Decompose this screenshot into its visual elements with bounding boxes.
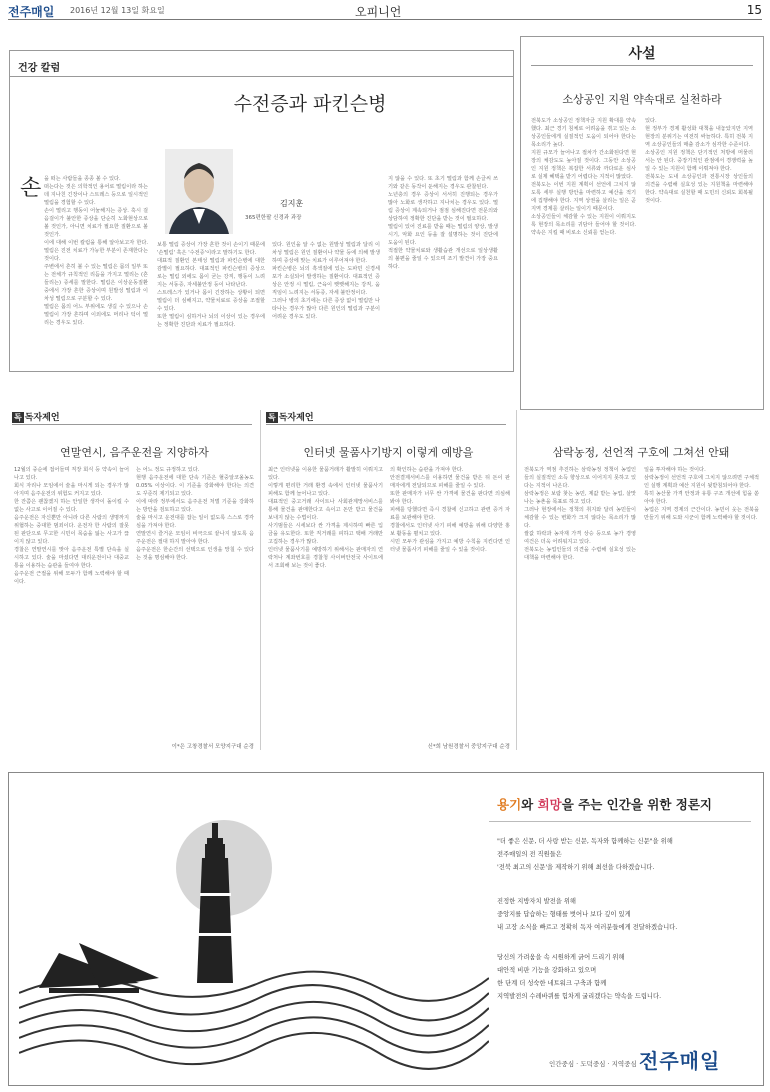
reader-label-text: 독자제언 bbox=[278, 413, 314, 423]
column-divider-1 bbox=[260, 410, 261, 750]
reader-left-col-2: 는 어느 정도 규정하고 있다. 현행 음주운전에 대한 단속 기준은 혈중알코올농도 0.05% 이상이다. 이 기준을 강화해야 한다는 의견도 꾸준히 제기되고 있다. 이에 따라 정부에서도 음주운전 처벌 기준을 강화하는 방안을 검토하고 있다. 술을 마시고 운전대를 잡는 일이 없도록 스스로 경각심을 가져야 한다. 연말연시 즐거운 모임이 비극으로 끝나지 않도록 음주운전은 절대 하지 말아야 한다. 음주운전은 한순간의 선택으로 인생을 망칠 수 있다는 것을 명심해야 한다. bbox=[136, 467, 254, 561]
ad-headline-joiner: 와 bbox=[521, 797, 538, 812]
reader-title-mid: 인터넷 물품사기방지 이렇게 예방을 bbox=[303, 446, 474, 459]
health-col-3: 있다. 원인을 알 수 없는 원발성 떨림과 달리 이차성 떨림은 원인 질환이나 약물 등에 의해 발생하며 증상에 맞는 치료가 이루어져야 한다. 파킨슨병은 뇌의 흑색질에 있는 도파민 신경세포가 소실되어 발생하는 질환이다. 대표적인 증상은 안정 시 떨림, 근육이 뻣뻣해지는 강직, 움직임이 느려지는 서동증, 자세 불안정이다. 그러나 병의 초기에는 다른 증상 없이 떨림만 나타나는 경우가 많아 다른 원인의 떨림과 구분이 어려운 경우도 있다. bbox=[272, 242, 380, 320]
reader-rule-mid bbox=[266, 424, 506, 425]
editorial2-col-2: 일을 투자해야 하는 것이다. 삼락농정이 선언적 구호에 그치지 않으려면 구체적인 실행 계획과 예산 지원이 뒷받침되어야 한다. 특히 농산물 가격 안정과 유통 구조 개선에 힘을 쏟아야 한다. 농업은 지역 경제의 근간이다. 농민이 웃는 전북을 만들기 위해 도와 시군이 함께 노력해야 할 것이다. bbox=[644, 467, 759, 521]
ad-slogan: 인간중심 · 도덕중심 · 지역중심 bbox=[549, 1060, 637, 1068]
health-column-label: 건강 칼럼 bbox=[18, 63, 61, 74]
editorial-label: 사설 bbox=[628, 46, 656, 62]
health-col-1: 을 떠는 사람들을 종종 볼 수 있다. 떠는다는 것은 의학적인 용어로 떨림이라 하는데 지나친 긴장이나 스트레스 등으로 일시적인 떨림을 경험할 수 있다. 손이 떨리고 행동이 어눌해지는 증상. 혹시 걸음걸이가 불안한 증상을 단순히 노화현상으로 볼 것인가, 아니면 치료가 필요한 질환으로 볼 것인가. 이에 대해 이번 칼럼을 통해 알아보고자 한다. 떨림은 진전 치료가 가능한 부분이 존재한다는 것이다. 주변에서 흔히 볼 수 있는 떨림은 몸의 일부 또는 전체가 규칙적인 리듬을 가지고 떨리는 (흔들리는) 증세를 말한다. 떨림은 이상운동질환 중에서 가장 흔한 증상이며 원발성 떨림과 이차성 떨림으로 구분할 수 있다. 떨림은 몸의 어느 부위에도 생길 수 있으나 손떨림이 가장 흔하며 이외에도 머리나 턱이 떨리는 경우도 있다. bbox=[44, 176, 148, 326]
author-photo bbox=[165, 149, 233, 234]
reader-title-left: 연말연시, 음주운전을 지양하자 bbox=[60, 446, 209, 459]
ad-headline-word-courage: 용기 bbox=[497, 797, 522, 812]
health-col-4: 지 않을 수 있다. 또 초기 떨림과 함께 손글씨 쓰기와 같은 동작이 둔해지는 경우도 관찰된다. 노년층의 경우 증상이 서서히 진행되는 경우가 많아 노화로 생각하고 지나치는 경우도 있다. 떨림 증상이 계속되거나 점점 심해진다면 전문의와 상담하여 정확한 진단을 받는 것이 필요하다. 떨림이 있어 진료를 받을 때는 떨림의 양상, 발생 시기, 악화 요인 등을 잘 설명하는 것이 진단에 도움이 된다. 적절한 약물치료와 생활습관 개선으로 일상생활의 불편을 줄일 수 있으며 조기 발견이 가장 중요하다. bbox=[388, 176, 498, 270]
reader-label-text: 독자제언 bbox=[24, 413, 60, 423]
editorial-col-1: 전북도가 소상공인 정책자금 지원 확대를 약속했다. 최근 경기 침체로 어려움을 겪고 있는 소상공인들에게 실질적인 도움이 되어야 한다는 목소리가 높다. 지원 규모가 늘어나고 절차가 간소화된다면 현장의 체감도도 높아질 것이다. 그동안 소상공인 지원 정책은 복잡한 서류와 까다로운 심사로 실제 혜택을 받기 어렵다는 지적이 많았다. 전북도는 이번 지원 계획이 선언에 그치지 않도록 세부 실행 방안을 마련하고 예산을 적기에 집행해야 한다. 지역 상권을 살리는 일은 곧 지역 경제를 살리는 일이기 때문이다. 소상공인들이 체감할 수 있는 지원이 이뤄지도록 현장의 목소리를 귀담아 들어야 할 것이다. 약속은 지킬 때 비로소 신뢰를 얻는다. bbox=[531, 118, 636, 236]
ad-headline-rule bbox=[489, 821, 751, 822]
issue-date: 2016년 12월 13일 화요일 bbox=[70, 6, 165, 15]
wave-lines bbox=[19, 972, 489, 1069]
reader-label-mark: 독 bbox=[268, 413, 276, 422]
health-column-title: 수전증과 파킨슨병 bbox=[233, 93, 387, 115]
health-column-box bbox=[9, 50, 514, 372]
lighthouse-illustration bbox=[19, 783, 489, 1073]
label-rule bbox=[10, 76, 513, 77]
author-name: 김지훈 bbox=[280, 199, 304, 208]
reader-mid-col-2: 의 확인하는 습관을 가져야 한다. 안전결제서비스를 이용하면 물건을 받은 뒤 돈이 판매자에게 전달되므로 피해를 줄일 수 있다. 또한 판매자가 너무 싼 가격에 물건을 판다면 의심해 봐야 한다. 피해를 당했다면 즉시 경찰에 신고하고 관련 증거 자료를 보관해야 한다. 경찰에서도 인터넷 사기 피해 예방을 위해 다양한 홍보 활동을 펼치고 있다. 시민 모두가 관심을 가지고 예방 수칙을 지킨다면 인터넷 물품사기 피해를 줄일 수 있을 것이다. bbox=[390, 467, 510, 553]
reader-left-author: 이*은 고창경찰서 모양지구대 순경 bbox=[171, 744, 254, 750]
promo-ad-box bbox=[8, 772, 764, 1086]
portrait-image bbox=[165, 149, 233, 234]
health-col-2: 보통 떨림 증상이 가장 흔한 것이 손이기 때문에 '손떨림' 혹은 '수전증'이라고 말하기도 한다. 대표적 질환인 본태성 떨림과 파킨슨병에 대한 감별이 필요하다. 대표적인 파킨슨병의 증상으로는 떨림 외에도 몸이 굳는 강직, 행동이 느려지는 서동증, 자세불안정 등이 나타난다. 스트레스가 있거나 몸이 긴장하는 상황이 되면 떨림이 더 심해지고, 약물치료로 증상을 조절할 수 있다. 또한 떨림이 심하거나 뇌의 이상이 있는 경우에는 정확한 진단과 치료가 필요하다. bbox=[157, 242, 265, 328]
reader-mid-col-1: 최근 인터넷을 이용한 물품거래가 활발히 이뤄지고 있다. 이렇게 편리한 거래 환경 속에서 인터넷 물품사기 피해도 함께 늘어나고 있다. 대표적인 중고거래 사이트나 사회관계망서비스를 통해 물건을 판매한다고 속이고 돈만 받고 물건을 보내지 않는 수법이다. 사기범들은 시세보다 싼 가격을 제시하며 빠른 입금을 유도한다. 또한 직거래를 피하고 택배 거래만 고집하는 경우가 많다. 인터넷 물품사기를 예방하기 위해서는 판매자의 연락처나 계좌번호를 경찰청 사이버안전국 사이트에서 조회해 보는 것이 좋다. bbox=[268, 467, 383, 569]
editorial2-title: 삼락농정, 선언적 구호에 그쳐선 안돼 bbox=[552, 446, 730, 459]
editorial-col-2: 있다. 현 정부가 경제 활성화 대책을 내놓았지만 지역 현장의 분위기는 여전히 싸늘하다. 특히 전북 지역 소상공인들의 매출 감소가 심각한 수준이다. 소상공인 지원 정책은 단기적인 처방에 머물러서는 안 된다. 중장기적인 관점에서 경쟁력을 높일 수 있는 지원이 함께 이뤄져야 한다. 전북도는 도내 소상공인과 전통시장 상인들의 의견을 수렴해 실효성 있는 지원책을 마련해야 한다. 약속대로 실천할 때 도민의 신뢰도 회복될 것이다. bbox=[645, 118, 753, 204]
editorial-title: 소상공인 지원 약속대로 실천하라 bbox=[562, 93, 722, 106]
column-divider-2 bbox=[516, 410, 517, 750]
editorial-box bbox=[520, 36, 764, 410]
ad-logo: 전주매일 bbox=[639, 1049, 721, 1073]
author-title: 365편한팔 신경과 과장 bbox=[245, 215, 302, 221]
section-title: 오피니언 bbox=[355, 5, 402, 19]
editorial2-col-1: 전북도가 역점 추진하는 삼락농정 정책이 농업인들의 실질적인 소득 향상으로 이어지지 못하고 있다는 지적이 나온다. 삼락농정은 보람 찾는 농민, 제값 받는 농업, 살맛 나는 농촌을 목표로 하고 있다. 그러나 현장에서는 정책의 취지와 달리 농민들이 체감할 수 있는 변화가 크지 않다는 목소리가 많다. 쌀값 하락과 농자재 가격 상승 등으로 농가 경영 여건은 더욱 어려워지고 있다. 전북도는 농업인들의 의견을 수렴해 실효성 있는 대책을 마련해야 한다. bbox=[524, 467, 636, 561]
dropcap: 손 bbox=[20, 176, 42, 201]
reader-label-mark: 독 bbox=[14, 413, 22, 422]
page-number: 15 bbox=[746, 3, 762, 17]
ad-paragraph-1: "더 좋은 신문, 더 사랑 받는 신문, 독자와 함께하는 신문"을 위해 전주매일의 전 직원들은 '전북 최고의 신문'을 제작하기 위해 최선을 다하겠습니다. bbox=[497, 838, 673, 871]
ad-paragraph-3: 당신의 가려움을 속 시원하게 긁어 드리기 위해 대안적 비판 기능을 강화하고 있으며 한 단계 더 성숙한 네트워크 구축과 함께 지역발전의 수레바퀴를 힘차게 굴리겠다는 약속을 드립니다. bbox=[497, 954, 662, 1000]
editorial-rule bbox=[531, 65, 753, 66]
ad-headline bbox=[497, 795, 712, 813]
reader-left-col-1: 12월의 중순에 접어들며 직장 회식 등 약속이 늘어나고 있다. 회식 자리나 모임에서 술을 마시게 되는 경우가 많아지며 음주운전의 위험도 커지고 있다. 한 잔쯤은 괜찮겠지 하는 안일한 생각이 돌이킬 수 없는 사고로 이어질 수 있다. 음주운전은 자신뿐만 아니라 다른 사람의 생명까지 위협하는 중대한 범죄이다. 운전자 한 사람의 잘못된 판단으로 무고한 시민이 목숨을 잃는 사고가 끊이지 않고 있다. 경찰은 연말연시를 맞아 음주운전 특별 단속을 실시하고 있다. 술을 마셨다면 대리운전이나 대중교통을 이용하는 습관을 들여야 한다. 음주운전 근절을 위해 모두가 함께 노력해야 할 때이다. bbox=[14, 467, 129, 585]
masthead-logo: 전주매일 bbox=[8, 5, 55, 19]
sailboat-icon bbox=[39, 943, 159, 993]
reader-mid-author: 신*희 남원경찰서 중앙지구대 순경 bbox=[427, 744, 510, 750]
ad-paragraph-2: 진정한 지방자치 발전을 위해 중앙지를 답습하는 형태를 벗어나 보다 깊이 있게 내 고장 소식을 빠르고 정확히 독자 여러분들에게 전달하겠습니다. bbox=[497, 898, 678, 931]
header-rule bbox=[8, 19, 762, 20]
ad-headline-rest: 을 주는 인간을 위한 정론지 bbox=[561, 797, 712, 812]
reader-rule-left bbox=[12, 424, 252, 425]
reader-label-left bbox=[12, 410, 60, 423]
reader-label-mid bbox=[266, 410, 314, 423]
ad-headline-word-hope: 희망 bbox=[537, 797, 562, 812]
